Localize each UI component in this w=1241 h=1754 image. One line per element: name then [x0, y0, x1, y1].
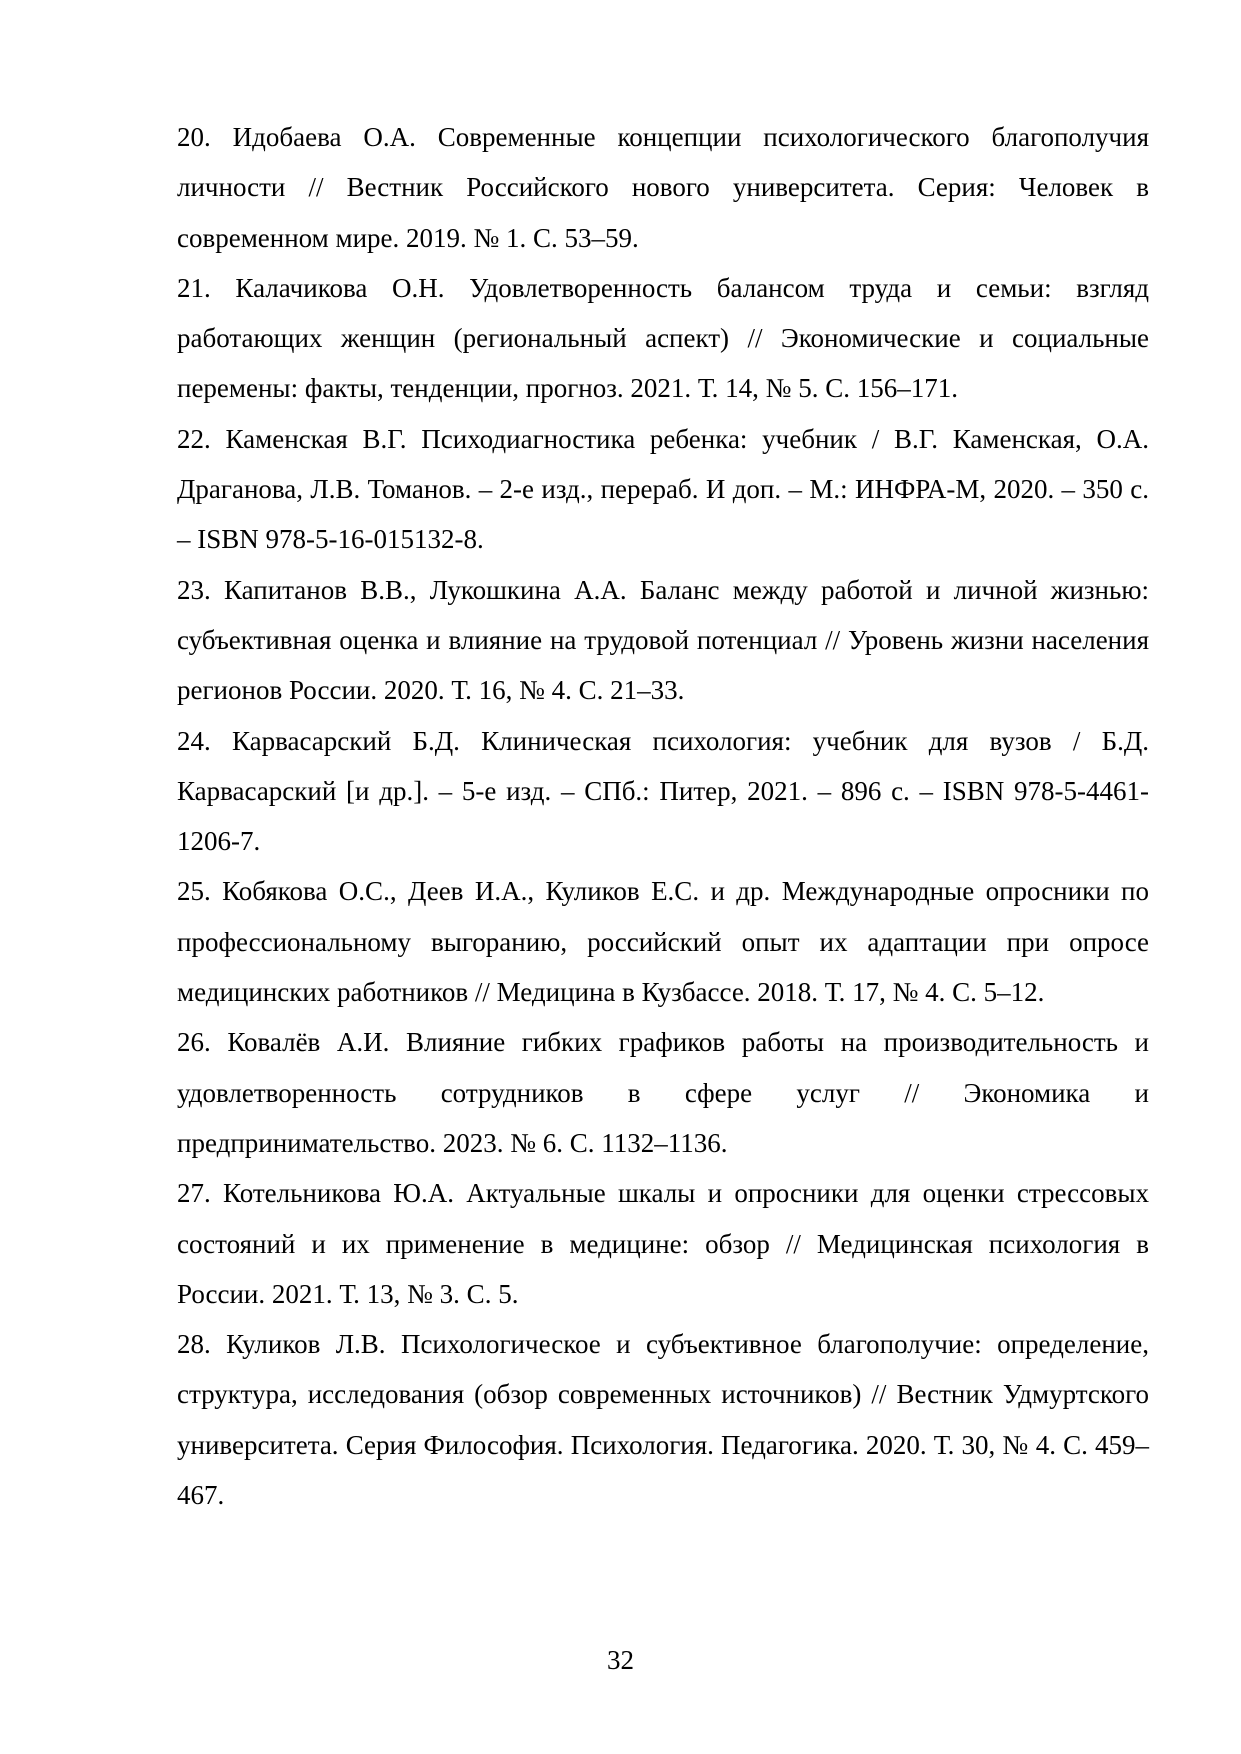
- reference-item-27: 27. Котельникова Ю.А. Актуальные шкалы и опросники для оценки стрессовых состояний и их применение в медицине: обзор // Медицинская психология в России. 2021. Т. 13, № 3. С. 5.: [177, 1178, 1149, 1309]
- reference-item-21: 21. Калачикова О.Н. Удовлетворенность балансом труда и семьи: взгляд работающих женщин (региональный аспект) // Экономические и социальные перемены: факты, тенденции, прогноз. 2021. Т. 14, № 5. С. 156–171.: [177, 272, 1149, 404]
- reference-item-26: 26. Ковалёв А.И. Влияние гибких графиков работы на производительность и удовлетворенность сотрудников в сфере услуг // Экономика и предпринимательство. 2023. № 6. С. 1132–1136.: [177, 1027, 1149, 1158]
- reference-item-25: 25. Кобякова О.С., Деев И.А., Куликов Е.С. и др. Международные опросники по профессиональному выгоранию, российский опыт их адаптации при опросе медицинских работников // Медицина в Кузбассе. 2018. Т. 17, № 4. С. 5–12.: [177, 876, 1149, 1008]
- reference-list: [177, 112, 1149, 1520]
- page-number: 32: [607, 1645, 634, 1675]
- reference-item-20: 20. Идобаева О.А. Современные концепции психологического благополучия личности // Вестник Российского нового университета. Серия: Человек в современном мире. 2019. № 1. С. 53–59.: [177, 122, 1149, 253]
- reference-item-24: 24. Карвасарский Б.Д. Клиническая психология: учебник для вузов / Б.Д. Карвасарский [и др.]. – 5-е изд. – СПб.: Питер, 2021. – 896 с. – ISBN 978-5-4461-1206-7.: [177, 725, 1149, 857]
- reference-item-28: 28. Куликов Л.В. Психологическое и субъективное благополучие: определение, структура, исследования (обзор современных источников) // Вестник Удмуртского университета. Серия Философия. Психология. Педагогика. 2020. Т. 30, № 4. С. 459–467.: [177, 1329, 1149, 1511]
- reference-item-22: 22. Каменская В.Г. Психодиагностика ребенка: учебник / В.Г. Каменская, О.А. Драганова, Л.В. Томанов. – 2-е изд., перераб. И доп. – М.: ИНФРА-М, 2020. – 350 с. – ISBN 978-5-16-015132-8.: [177, 423, 1149, 555]
- reference-item-23: 23. Капитанов В.В., Лукошкина А.А. Баланс между работой и личной жизнью: субъективная оценка и влияние на трудовой потенциал // Уровень жизни населения регионов России. 2020. Т. 16, № 4. С. 21–33.: [177, 574, 1149, 706]
